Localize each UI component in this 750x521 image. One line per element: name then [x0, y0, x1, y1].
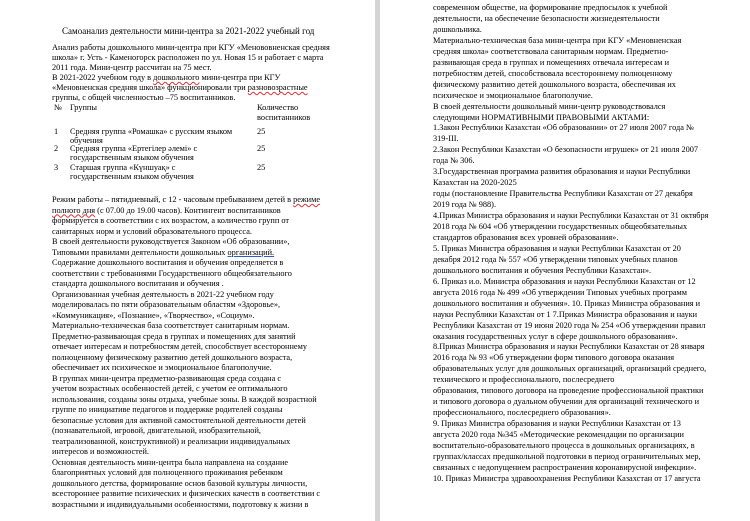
body-line: обеспечивает их психическое и эмоциональное благополучие. — [52, 363, 272, 372]
body-line: стандартов образования всех уровней образования». — [433, 232, 619, 242]
document-page-right — [380, 0, 750, 521]
body-line: психическое и эмоциональное благополучие. — [433, 90, 593, 100]
body-line: связанных с недопущением распространения коронавирусной инфекции». — [433, 462, 697, 472]
body-line: полноценному физическому развитию детей дошкольного возраста, — [52, 352, 293, 362]
table-row-number: 2 — [54, 144, 59, 153]
body-line: Материально-техническая база соответствует санитарным нормам. — [52, 321, 290, 330]
table-row-group: Старшая группа «Күншуақ» с — [70, 163, 176, 172]
body-line: Режим работы – пятидневный, с 12 - часовым пребыванием детей в режиме — [52, 195, 321, 204]
table-row-count: 25 — [257, 144, 266, 153]
table-row-number: 3 — [54, 163, 59, 172]
body-line: группе по инициативе педагогов и поддержке родителей созданы — [52, 405, 283, 414]
body-line: оказания государственных услуг в сфере дошкольного образования». — [433, 331, 678, 341]
body-line: Содержание дошкольного воспитания и обучения определяется в — [52, 258, 284, 267]
body-line: интересов и возможностей. — [52, 447, 149, 456]
body-line: профессионального, послесреднего образования». — [433, 408, 611, 418]
intro-line: группы, с общей численностью –75 воспитанников. — [52, 93, 236, 102]
body-line: 2016 года № 93 «Об утверждении форм типового договора оказания — [433, 353, 675, 363]
body-line: Республики Казахстан от 19 июня 2020 года № 254 «Об утверждении правил — [433, 320, 706, 330]
body-line: воспитательно-образовательного процесса в дошкольных организациях, в — [433, 441, 695, 450]
table-row-count: 25 — [257, 163, 266, 172]
table-row-count: 25 — [257, 127, 266, 136]
body-line: деятельности, на обеспечение безопасности жизнедеятельности — [433, 13, 660, 23]
body-line: современном обществе, на формирование предпосылок к учебной — [433, 3, 668, 12]
body-line: следующими НОРМАТИВНЫМИ ПРАВОВЫМИ АКТАМИ: — [433, 112, 650, 122]
body-line: благоприятных условий для полноценного проживания ребенком — [52, 468, 283, 477]
table-row-number: 1 — [54, 127, 59, 136]
table-row-group: Средняя группа «Ромашка» с русским языком — [70, 127, 233, 136]
table-row-group: государственным языком обучения — [70, 172, 194, 181]
intro-line: Анализ работы дошкольного мини-центра при КГУ «Менововненская средняя — [52, 43, 330, 52]
body-line: 9. Приказ Министра образования и науки Республики Казахстан от 13 — [433, 419, 681, 429]
body-line: 4.Приказ Министра образования и науки Республики Казахстан от 31 октября — [433, 211, 709, 221]
body-line: «Коммуникация», «Познание», «Творчество», «Социум». — [52, 310, 255, 320]
body-line: науки Республики Казахстан от 1 7.Приказ Министра образования и науки — [433, 309, 698, 319]
body-line: августа 2020 года №345 «Методические рекомендации по организации — [433, 430, 684, 440]
body-line: стандарта дошкольного воспитания и обучения . — [52, 279, 224, 288]
body-line: года № 306. — [433, 156, 475, 166]
body-line: декабря 2012 года № 557 «Об утверждении типовых учебных планов — [433, 254, 678, 264]
body-line: 6. Приказ и.о. Министра образования и науки Республики Казахстан от 12 — [433, 276, 696, 286]
body-line: Казахстан на 2020-2025 — [433, 178, 517, 188]
intro-line: школа» г. Усть - Каменогорск расположен по ул. Новая 15 и работает с марта — [52, 53, 324, 62]
body-line: и типового договора о дуальном обучении для организаций технического и — [433, 397, 700, 407]
body-line: санитарных норм и условий образовательного процесса. — [52, 226, 252, 236]
body-line: полного дня (с 07.00 до 19.00 часов). Контингент воспитанников — [52, 205, 281, 215]
body-line: годы (постановление Правительства Республики Казахстан от 27 декабря — [433, 189, 693, 199]
body-line: 2.Закон Республики Казахстан «О безопасности игрушек» от 21 июля 2007 — [433, 145, 699, 155]
body-line: использования, созданы зоны отдыха, учебные зоны. В каждой возрастной — [52, 394, 317, 404]
intro-line: «Меновненская средняя школа» функционировали три разновозрастные — [52, 83, 308, 92]
body-line: 10. Приказ Министра здравоохранения Республики Казахстан от 17 августа — [433, 473, 701, 483]
table-row-group: Средняя группа «Ертегілер әлемі» с — [70, 144, 198, 153]
body-line: театрализованной, конструктивной) и реализации индивидуальных — [52, 436, 291, 446]
table-header-count-2: воспитанников — [257, 113, 311, 122]
body-line: дошкольника. — [433, 24, 482, 34]
body-line: отвечает интересам и потребностям детей, способствует всестороннему — [52, 342, 308, 351]
body-line: группах/классах предшкольной подготовки в период ограничительных мер, — [433, 451, 701, 461]
body-line: потребностям детей, способствовала всестороннему полноценному — [433, 68, 673, 78]
body-line: развивающая среда в группах и помещениях отвечала интересам и — [433, 57, 670, 67]
intro-line: В 2021-2022 учебном году в дошкольного мини-центра при КГУ — [52, 73, 281, 82]
body-line: дошкольного воспитания и обучения Республики Казахстан». — [433, 265, 652, 275]
body-line: 2019 года № 988). — [433, 200, 497, 210]
body-line: дошкольного воспитания и обучения». 10. Приказ Министра образования и — [433, 298, 701, 308]
table-row-group: государственным языком обучения — [70, 153, 194, 162]
body-line: безопасные условия для активной самостоятельной деятельности детей — [52, 415, 306, 425]
body-line: 5. Приказ Министра образования и науки Республики Казахстан от 20 — [433, 243, 681, 253]
body-line: Предметно-развивающая среда в группах и помещениях для занятий — [52, 331, 296, 341]
body-line: Организованная учебная деятельность в 2021-22 учебном году — [52, 289, 274, 299]
body-line: средняя школа» соответствовала санитарным нормам. Предметно- — [433, 46, 669, 56]
table-header-number: № — [54, 103, 62, 112]
body-line: 2018 года № 604 «Об утверждении государственных общеобязательных — [433, 222, 688, 231]
body-line: 8.Приказ Министра образования и науки Республики Казахстан от 28 января — [433, 342, 705, 352]
body-line: (познавательной, игровой, двигательной, изобразительной, — [52, 426, 261, 435]
body-line: В своей деятельности руководствуется Законом «Об образовании», — [52, 237, 290, 246]
body-line: моделировалась по пяти образовательным областям «Здоровье», — [52, 300, 281, 309]
table-header-count: Количество — [257, 103, 299, 112]
body-line: образования, типового договора на проведение профессиональной практики — [433, 386, 704, 396]
body-line: августа 2016 года № 499 «Об утверждении Типовых учебных программ — [433, 287, 688, 297]
body-line: дошкольного детства, формирование основ базовой культуры личности, — [52, 478, 308, 488]
body-line: всестороннее развитие психических и физических качеств в соответствии с — [52, 489, 321, 498]
body-line: возрастными и индивидуальными особенностями, подготовку к жизни в — [52, 499, 309, 509]
body-line: 319-III. — [433, 134, 459, 144]
body-line: формируется в соответствии с их возрастом, а количество групп от — [52, 216, 290, 225]
body-line: учетом возрастных особенностей детей, с учетом ее оптимального — [52, 384, 288, 393]
body-line: 3.Государственная программа развития образования и науки Республики — [433, 167, 691, 177]
intro-line: 2011 года. Мини-центр рассчитан на 75 мест. — [52, 63, 212, 72]
body-line: соответствии с требованиями Государственного общеобязательного — [52, 268, 292, 278]
document-title: Самоанализ деятельности мини-центра за 2021-2022 учебный год — [62, 26, 315, 36]
table-row-group: обучения — [70, 136, 103, 145]
body-line: Основная деятельность мини-центра была направлена на создание — [52, 457, 289, 467]
body-line: 1.Закон Республики Казахстан «Об образовании» от 27 июля 2007 года № — [433, 123, 694, 133]
body-line: технического и профессионального, послесреднего — [433, 375, 615, 385]
body-line: В своей деятельности дошкольный мини-центр руководствовался — [433, 101, 666, 111]
body-line: Типовыми правилами деятельности дошкольных организаций. — [52, 247, 275, 257]
body-line: В группах мини-центра предметно-развивающая среда создана с — [52, 373, 282, 383]
body-line: Материально-техническая база мини-центра при КГУ «Меновненская — [433, 35, 682, 45]
body-line: физическому развитию детей дошкольного возраста, обеспечивая их — [433, 79, 676, 89]
body-line: образовательных услуг для дошкольных организаций, организаций среднего, — [433, 364, 707, 374]
table-header-groups: Группы — [70, 103, 97, 112]
